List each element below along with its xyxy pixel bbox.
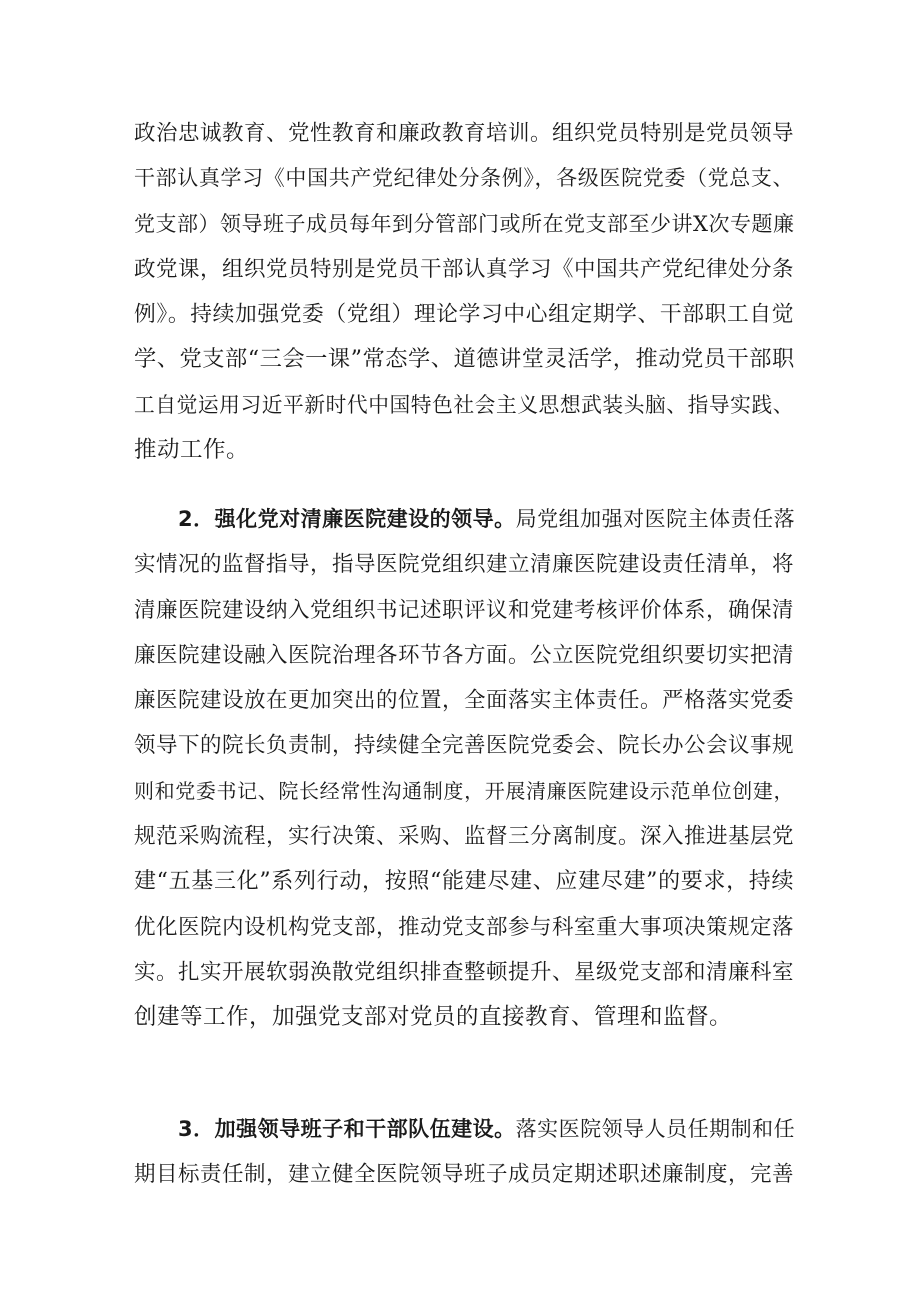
text-line: 学、党支部“三会一课”常态学、道德讲堂灵活学，推动党员干部职: [134, 346, 795, 373]
paragraph-2: [134, 497, 794, 1041]
text-line: 党支部）领导班子成员每年到分管部门或所在党支部至少讲X次专题廉: [134, 211, 795, 236]
text-line: 建“五基三化”系列行动，按照“能建尽建、应建尽建”的要求，持续: [134, 869, 794, 895]
text-line: 期目标责任制，建立健全医院领导班子成员定期述职述廉制度，完善: [134, 1162, 795, 1188]
text-line: 干部认真学习《中国共产党纪律处分条例》，各级医院党委（党总支、: [134, 166, 794, 191]
text-line: 创建等工作，加强党支部对党员的直接教育、管理和监督。: [134, 1004, 733, 1031]
text-line: 政治忠诚教育、党性教育和廉政教育培训。组织党员特别是党员领导: [134, 121, 795, 146]
text-line: 实。扎实开展软弱涣散党组织排查整顿提升、星级党支部和清廉科室: [134, 959, 795, 985]
section-heading: 3．加强领导班子和干部队伍建设。: [178, 1117, 516, 1141]
text-line: 政党课，组织党员特别是党员干部认真学习《中国共产党纪律处分条: [134, 256, 795, 282]
text-line: 实情况的监督指导，指导医院党组织建立清廉医院建设责任清单，将: [134, 552, 795, 578]
text-line: 工自觉运用习近平新时代中国特色社会主义思想武装头脑、指导实践、: [134, 392, 794, 417]
text-line: 优化医院内设机构党支部，推动党支部参与科室重大事项决策规定落: [134, 914, 795, 940]
section-heading: 2．强化党对清廉医院建设的领导。: [178, 507, 516, 531]
text-line: 则和党委书记、院长经常性沟通制度，开展清廉医院建设示范单位创建，: [134, 778, 794, 803]
text-line: 领导下的院长负责制，持续健全完善医院党委会、院长办公会议事规: [134, 733, 795, 759]
paragraph-3: [134, 1107, 794, 1198]
first-line-text: 局党组加强对医院主体责任落: [515, 507, 796, 531]
text-line: 例》。持续加强党委（党组）理论学习中心组定期学、干部职工自觉: [134, 302, 794, 328]
text-line: 清廉医院建设纳入党组织书记述职评议和党建考核评价体系，确保清: [134, 597, 795, 623]
text-line: 规范采购流程，实行决策、采购、监督三分离制度。深入推进基层党: [134, 824, 795, 850]
paragraph-first-line: [134, 497, 794, 542]
text-line: 推动工作。: [134, 437, 250, 464]
first-line-text: 落实医院领导人员任期制和任: [515, 1117, 796, 1141]
text-line: 廉医院建设融入医院治理各环节各方面。公立医院党组织要切实把清: [134, 642, 795, 668]
text-line: 廉医院建设放在更加突出的位置，全面落实主体责任。严格落实党委: [134, 688, 795, 714]
paragraph-1: [134, 111, 794, 473]
paragraph-first-line: [134, 1107, 794, 1152]
